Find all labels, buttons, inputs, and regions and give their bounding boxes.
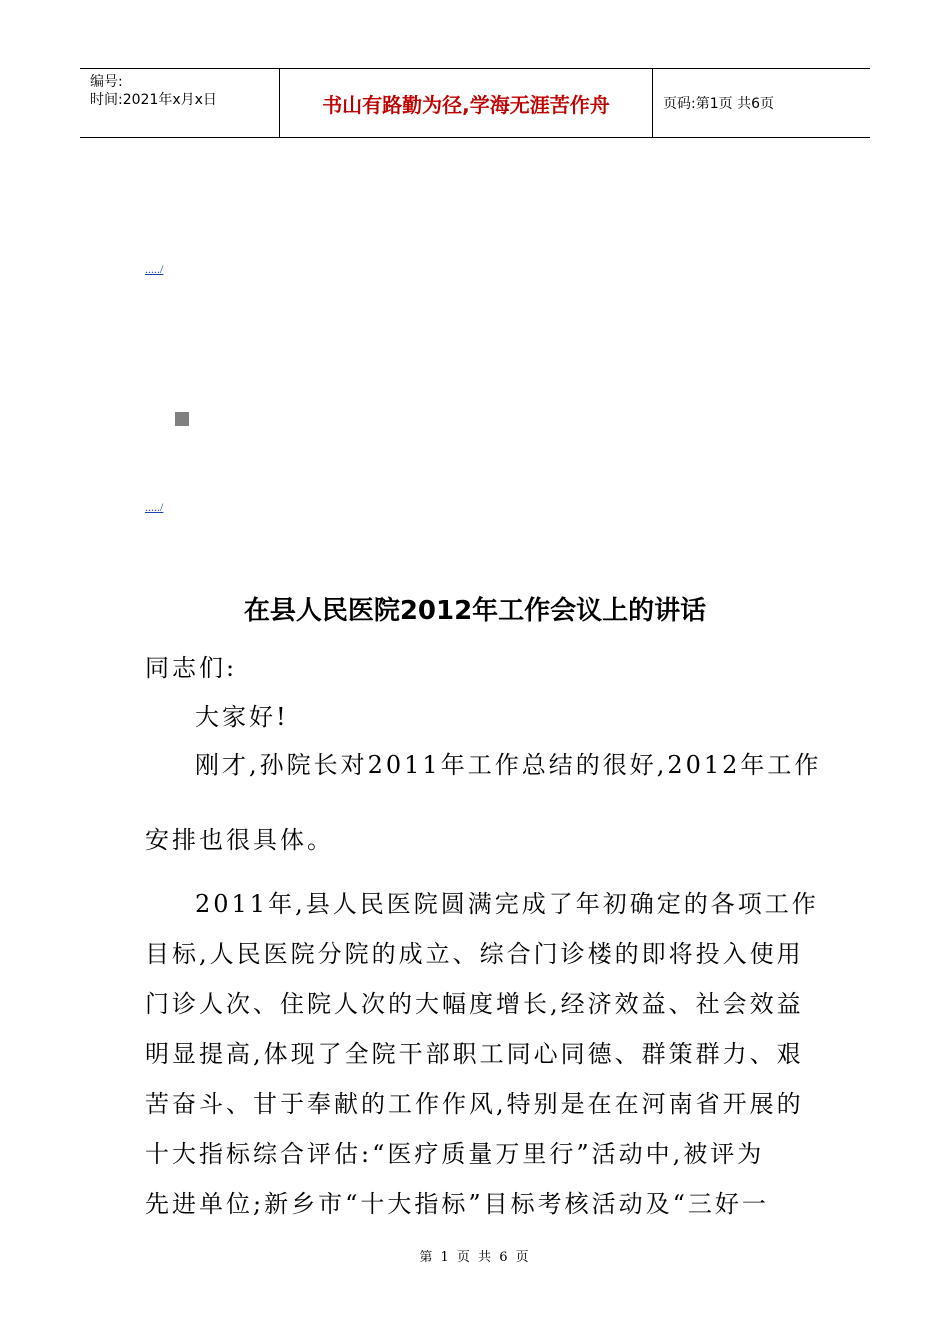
page-footer: 第 1 页 共 6 页 — [419, 1250, 531, 1265]
paragraph-line: 十大指标综合评估:“医疗质量万里行”活动中,被评为 — [145, 1140, 765, 1168]
paragraph-line: 刚才,孙院长对2011年工作总结的很好,2012年工作 — [195, 751, 822, 779]
time-label: 时间:2021年x月x日 — [90, 92, 217, 108]
greeting: 大家好! — [195, 703, 289, 731]
paragraph-line: 明显提高,体现了全院干部职工同心同德、群策群力、艰 — [145, 1040, 804, 1068]
document-header — [80, 68, 870, 138]
paragraph-line: 苦奋斗、甘于奉献的工作作风,特别是在在河南省开展的 — [145, 1090, 804, 1118]
header-motto: 书山有路勤为径,学海无涯苦作舟 — [280, 69, 653, 137]
salutation: 同志们: — [145, 654, 238, 682]
placeholder-square-icon — [175, 412, 189, 426]
paragraph-line: 先进单位;新乡市“十大指标”目标考核活动及“三好一 — [145, 1190, 769, 1218]
paragraph-line: 目标,人民医院分院的成立、综合门诊楼的即将投入使用 — [145, 940, 804, 968]
document-title: 在县人民医院2012年工作会议上的讲话 — [243, 596, 707, 626]
link-2[interactable]: ...../ — [145, 500, 164, 514]
paragraph-line: 安排也很具体。 — [145, 826, 334, 854]
header-meta — [80, 69, 280, 137]
paragraph-line: 2011年,县人民医院圆满完成了年初确定的各项工作 — [195, 890, 819, 918]
link-1[interactable]: ...../ — [145, 262, 164, 276]
number-label: 编号: — [90, 74, 123, 90]
paragraph-line: 门诊人次、住院人次的大幅度增长,经济效益、社会效益 — [145, 990, 804, 1018]
header-page-code: 页码:第1页 共6页 — [663, 96, 774, 112]
